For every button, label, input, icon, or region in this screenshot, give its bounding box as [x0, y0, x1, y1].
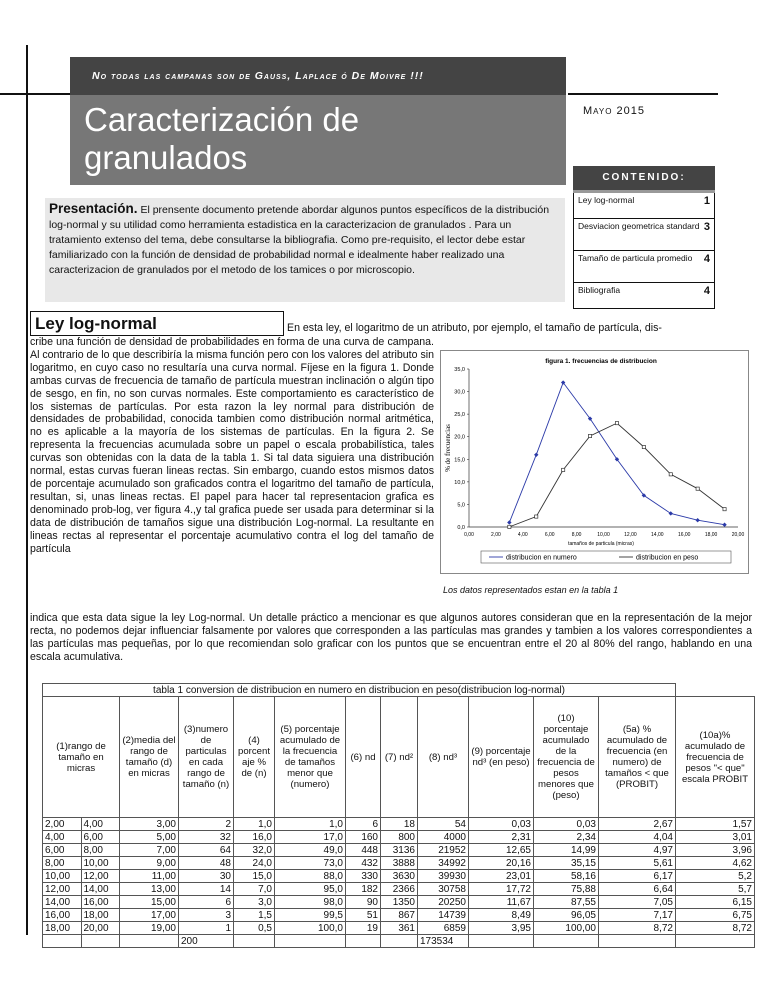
table-row: [43, 909, 755, 922]
table-cell: 3,00: [120, 818, 179, 831]
table-header-cell: (5) porcentaje acumulado de la frecuencia de tamaños menor que (numero): [275, 697, 346, 818]
table-cell: 8,72: [676, 922, 755, 935]
section-title: Ley log-normal: [30, 311, 284, 336]
table-cell: 14,00: [43, 896, 82, 909]
table-cell: 34992: [418, 857, 469, 870]
table-cell: 6,75: [676, 909, 755, 922]
contents-item[interactable]: Ley log-normal 1: [573, 193, 715, 219]
x-tick-label: 8,00: [571, 532, 582, 538]
table-cell: 5,7: [676, 883, 755, 896]
table-cell: 4,04: [599, 831, 676, 844]
table-cell: 6859: [418, 922, 469, 935]
table-header-cell: (10a)% acumulado de frecuencia de pesos "< que" escala PROBIT: [676, 697, 755, 818]
y-tick-label: 10,0: [454, 479, 465, 486]
table-cell: 16,0: [234, 831, 275, 844]
table-cell: 12,00: [81, 870, 120, 883]
table-header-cell: (1)rango de tamaño en micras: [43, 697, 120, 818]
table-cell: 2,31: [469, 831, 534, 844]
x-tick-label: 6,00: [544, 532, 555, 538]
table-cell: 32,0: [234, 844, 275, 857]
y-axis-label: % de frecuencias: [444, 424, 452, 472]
table-row: [43, 896, 755, 909]
table-row: [43, 883, 755, 896]
presentation-box: [45, 198, 565, 302]
table-cell: 361: [381, 922, 418, 935]
table-cell: 75,88: [534, 883, 599, 896]
table-cell: 9,00: [120, 857, 179, 870]
table-cell: 35,15: [534, 857, 599, 870]
y-tick-label: 15,0: [454, 457, 465, 464]
x-tick-label: 2,00: [491, 532, 501, 538]
table-header-cell: (6) nd: [346, 697, 381, 818]
table-cell: 800: [381, 831, 418, 844]
presentation-text: El prensente documento pretende abordar algunos puntos específicos de la distribución log-normal y su utilidad como herramienta estadistica en la caracterizacion de granulados . Para un tratamiento extenso del tema, debe consultarse la bibliografia. Como pre-requisito, el lector debe estar familiarizado con la función de densidad de probabilidad normal e idealmente haber realizado una caracterizacion de granulados por el metodo de los tamices o por microscopio.: [49, 204, 550, 276]
table-cell: 448: [346, 844, 381, 857]
title-line-1: Caracterización de: [84, 101, 360, 138]
table-cell: 14: [179, 883, 234, 896]
table-cell: 7,17: [599, 909, 676, 922]
table-cell: 0,5: [234, 922, 275, 935]
banner: No todas las campanas son de Gauss, Laplace ó De Moivre !!!: [70, 57, 566, 95]
issue-date: Mayo 2015: [583, 105, 645, 117]
y-tick-label: 35,0: [454, 367, 465, 373]
table-cell: 3888: [381, 857, 418, 870]
table-cell: 18: [381, 818, 418, 831]
table-cell: 100,0: [275, 922, 346, 935]
table-header-cell: (2)media del rango de tamaño (d) en micras: [120, 697, 179, 818]
table-cell: 6,15: [676, 896, 755, 909]
data-point: [534, 453, 538, 457]
data-point: [722, 523, 726, 527]
y-tick-label: 25,0: [454, 412, 465, 419]
table-cell: 16,00: [81, 896, 120, 909]
table-cell: 90: [346, 896, 381, 909]
table-cell: 3,01: [676, 831, 755, 844]
table-row: [43, 844, 755, 857]
data-table: [42, 683, 755, 948]
table-cell: 14739: [418, 909, 469, 922]
y-tick-label: 30,0: [454, 389, 465, 396]
table-cell: [676, 935, 755, 948]
table-cell: 11,67: [469, 896, 534, 909]
series-line: [509, 383, 724, 525]
x-tick-label: 16,00: [677, 532, 691, 538]
table-cell: 330: [346, 870, 381, 883]
table-cell: 20,00: [81, 922, 120, 935]
x-tick-label: 10,00: [597, 532, 610, 538]
table-header-cell: (9) porcentaje nd³ (en peso): [469, 697, 534, 818]
table-cell: 12,00: [43, 883, 82, 896]
table-cell: 867: [381, 909, 418, 922]
table-cell: 12,65: [469, 844, 534, 857]
table-cell: 5,61: [599, 857, 676, 870]
table-cell: 98,0: [275, 896, 346, 909]
table-cell: 8,00: [81, 844, 120, 857]
x-tick-label: 20,00: [731, 532, 745, 538]
table-cell: 432: [346, 857, 381, 870]
page-title: [70, 95, 566, 185]
table-cell: 3,0: [234, 896, 275, 909]
table-header-row: [43, 697, 755, 818]
table-cell: 8,72: [599, 922, 676, 935]
table-cell: 3,95: [469, 922, 534, 935]
table-cell: 4,00: [81, 818, 120, 831]
table-header-cell: (10) porcentaje acumulado de la frecuencia de pesos menores que (peso): [534, 697, 599, 818]
data-point: [535, 515, 538, 518]
table-cell: 16,00: [43, 909, 82, 922]
contents-item[interactable]: Bibliografia 4: [573, 283, 715, 309]
data-point: [588, 434, 591, 437]
table-row: [43, 831, 755, 844]
table-row: [43, 922, 755, 935]
table-cell: 4,62: [676, 857, 755, 870]
table-cell: [234, 935, 275, 948]
table-cell: 7,0: [234, 883, 275, 896]
table-cell: 18,00: [81, 909, 120, 922]
frequency-chart: [441, 351, 748, 573]
data-point: [723, 508, 726, 511]
x-tick-label: 4,00: [517, 532, 528, 538]
total-nd3: 173534: [418, 935, 469, 948]
table-cell: [43, 935, 82, 948]
presentation-heading: Presentación.: [49, 201, 138, 216]
table-cell: 99,5: [275, 909, 346, 922]
table-cell: 5,2: [676, 870, 755, 883]
x-tick-label: 18,00: [704, 532, 718, 538]
table-cell: 2: [179, 818, 234, 831]
table-cell: 19,00: [120, 922, 179, 935]
table-cell: 1350: [381, 896, 418, 909]
table-cell: [469, 935, 534, 948]
table-cell: 6: [179, 896, 234, 909]
table-header-cell: (7) nd²: [381, 697, 418, 818]
figure-1: [440, 350, 749, 574]
table-cell: 17,00: [120, 909, 179, 922]
table-cell: [534, 935, 599, 948]
table-cell: 8,00: [43, 857, 82, 870]
table-cell: 100,00: [534, 922, 599, 935]
table-cell: 160: [346, 831, 381, 844]
data-point: [696, 487, 699, 490]
table-cell: 20,16: [469, 857, 534, 870]
table-header-cell: (3)numero de particulas en cada rango de tamaño (n): [179, 697, 234, 818]
table-row: [43, 857, 755, 870]
table-cell: 30: [179, 870, 234, 883]
table-cell: 32: [179, 831, 234, 844]
data-point: [669, 473, 672, 476]
table-cell: 64: [179, 844, 234, 857]
table-cell: 4000: [418, 831, 469, 844]
table-cell: 88,0: [275, 870, 346, 883]
table-totals-row: [43, 935, 755, 948]
table-cell: 18,00: [43, 922, 82, 935]
table-cell: [275, 935, 346, 948]
table-cell: 14,99: [534, 844, 599, 857]
table-cell: 3: [179, 909, 234, 922]
table-cell: 5,00: [120, 831, 179, 844]
table-cell: 8,49: [469, 909, 534, 922]
legend-label: distribucion en numero: [506, 554, 577, 562]
table-cell: 7,05: [599, 896, 676, 909]
data-point: [642, 445, 645, 448]
x-tick-label: 14,00: [651, 532, 664, 538]
table-header-cell: (8) nd³: [418, 697, 469, 818]
table-cell: 73,0: [275, 857, 346, 870]
table-cell: 39930: [418, 870, 469, 883]
x-tick-label: 12,00: [624, 532, 637, 538]
date-rule: [568, 93, 718, 95]
y-tick-label: 0,0: [457, 525, 465, 531]
table-cell: 2366: [381, 883, 418, 896]
table-cell: 2,00: [43, 818, 82, 831]
table-cell: 10,00: [81, 857, 120, 870]
table-cell: 23,01: [469, 870, 534, 883]
contents-heading: CONTENIDO:: [573, 166, 715, 193]
table-cell: 1,5: [234, 909, 275, 922]
table-cell: 21952: [418, 844, 469, 857]
table-cell: [599, 935, 676, 948]
table-cell: 2,67: [599, 818, 676, 831]
table-cell: 1,57: [676, 818, 755, 831]
section-body-continued: indica que esta data sigue la ley Log-normal. Un detalle práctico a mencionar es que algunos autores consideran que en la representación de la mejor recta, no podemos dejar influenciar falsamente por valores que corresponden a las partículas mas grandes y tambien a los valores correspondientes a las partículas mas pequeñas, por lo que recomiendan solo graficar con los puntos que se encuentran entre el 20 al 80% del rango, hablando en una escala acumulativa.: [30, 612, 752, 663]
table-cell: 3,96: [676, 844, 755, 857]
table-cell: 0,03: [534, 818, 599, 831]
table-cell: 3630: [381, 870, 418, 883]
table-cell: 10,00: [43, 870, 82, 883]
y-tick-label: 5,0: [457, 502, 465, 509]
table-cell: 20250: [418, 896, 469, 909]
table-cell: 58,16: [534, 870, 599, 883]
table-cell: 19: [346, 922, 381, 935]
table-cell: 3136: [381, 844, 418, 857]
table-cell: 54: [418, 818, 469, 831]
table-cell: 0,03: [469, 818, 534, 831]
table-cell: 4,00: [43, 831, 82, 844]
table-cell: [346, 935, 381, 948]
margin-vertical-rule: [26, 45, 28, 935]
table-cell: 1,0: [275, 818, 346, 831]
data-point: [562, 468, 565, 471]
table-cell: 2,34: [534, 831, 599, 844]
table-header-cell: (4) porcent aje % de (n): [234, 697, 275, 818]
title-line-2: granulados: [84, 139, 248, 176]
table-cell: 7,00: [120, 844, 179, 857]
table-cell: 51: [346, 909, 381, 922]
table-cell: 95,0: [275, 883, 346, 896]
table-cell: [81, 935, 120, 948]
table-cell: 13,00: [120, 883, 179, 896]
data-point: [507, 520, 511, 524]
table-row: [43, 870, 755, 883]
table-cell: 6: [346, 818, 381, 831]
table-cell: 24,0: [234, 857, 275, 870]
table-cell: [381, 935, 418, 948]
table-cell: [120, 935, 179, 948]
table-cell: 96,05: [534, 909, 599, 922]
data-point: [508, 525, 511, 528]
table-row: [43, 818, 755, 831]
series-line: [509, 423, 724, 527]
data-point: [695, 518, 699, 522]
table-cell: 17,0: [275, 831, 346, 844]
table-cell: 6,00: [81, 831, 120, 844]
total-n: 200: [179, 935, 234, 948]
table-cell: 15,00: [120, 896, 179, 909]
table-cell: 1,0: [234, 818, 275, 831]
figure-caption: Los datos representados estan en la tabla 1: [443, 585, 619, 595]
table-cell: 6,00: [43, 844, 82, 857]
table-cell: 30758: [418, 883, 469, 896]
table-cell: 182: [346, 883, 381, 896]
data-point: [615, 422, 618, 425]
contents-box: [573, 166, 715, 309]
table-cell: 87,55: [534, 896, 599, 909]
table-title: tabla 1 conversion de distribucion en numero en distribucion en peso(distribucion log-normal): [43, 684, 676, 697]
section-body: cribe una función de densidad de probabilidades en forma de una curva de campana. Al contrario de lo que describiría la misma función pero con los valores del atributo sin logaritmo, en cuyo caso no resultaría una curva normal. Fíjese en la figura 1. Donde ambas curvas de frecuencia de tamaño de partícula muestran inclinación o algún tipo de sesgo, en fin, no son curvas normales. Este comportamiento es característico de los sistemas de partículas. Por esta razon la ley normal para distribución de densidades de probabilidad, conocida tambien como distribución normal aritmética, no es aplicable a la mayoría de los sistemas de partículas. En la figura 2. Se representa la frecuencias acumulada sobre un papel o escala probabilística, tales curvas son obtenidas con la data de la tabla 1. Si tal data siguiera una distribución normal, estas curvas fueran lineas rectas. Sin embargo, cuando estos mismos datos de porcentaje acumulado son graficados contra el logaritmo del tamaño de partícula, resultan, si, unas lineas rectas. El papel para hacer tal representacion grafica es denominado prob-log, ver figura 4.,y tal grafica puede ser usada para determinar si la data de distribución de tamaños sigue una distribución Log-normal. La resultante en lineas rectas al representar el porcentaje acumulativo contra el log del tamaño de partícula: [30, 336, 434, 555]
table-cell: 14,00: [81, 883, 120, 896]
x-tick-label: 0,00: [464, 532, 474, 538]
table-cell: 1: [179, 922, 234, 935]
chart-title: figura 1. frecuencias de distribucion: [545, 358, 657, 365]
table-cell: 4,97: [599, 844, 676, 857]
legend-label: distribucion en peso: [636, 554, 699, 562]
contents-item[interactable]: Desviacion geometrica standard 3: [573, 219, 715, 251]
table-cell: 11,00: [120, 870, 179, 883]
y-tick-label: 20,0: [454, 434, 465, 441]
table-cell: 49,0: [275, 844, 346, 857]
section-intro: En esta ley, el logaritmo de un atributo, por ejemplo, el tamaño de partícula, dis-: [287, 322, 662, 334]
table-cell: 17,72: [469, 883, 534, 896]
table-header-cell: (5a) % acumulado de frecuencia (en numero) de tamaños < que (PROBIT): [599, 697, 676, 818]
table-cell: 15,0: [234, 870, 275, 883]
table-cell: 6,64: [599, 883, 676, 896]
x-axis-label: tamaños de particula (micras): [568, 541, 634, 547]
table-cell: 6,17: [599, 870, 676, 883]
contents-item[interactable]: Tamaño de particula promedio 4: [573, 251, 715, 283]
table-cell: 48: [179, 857, 234, 870]
